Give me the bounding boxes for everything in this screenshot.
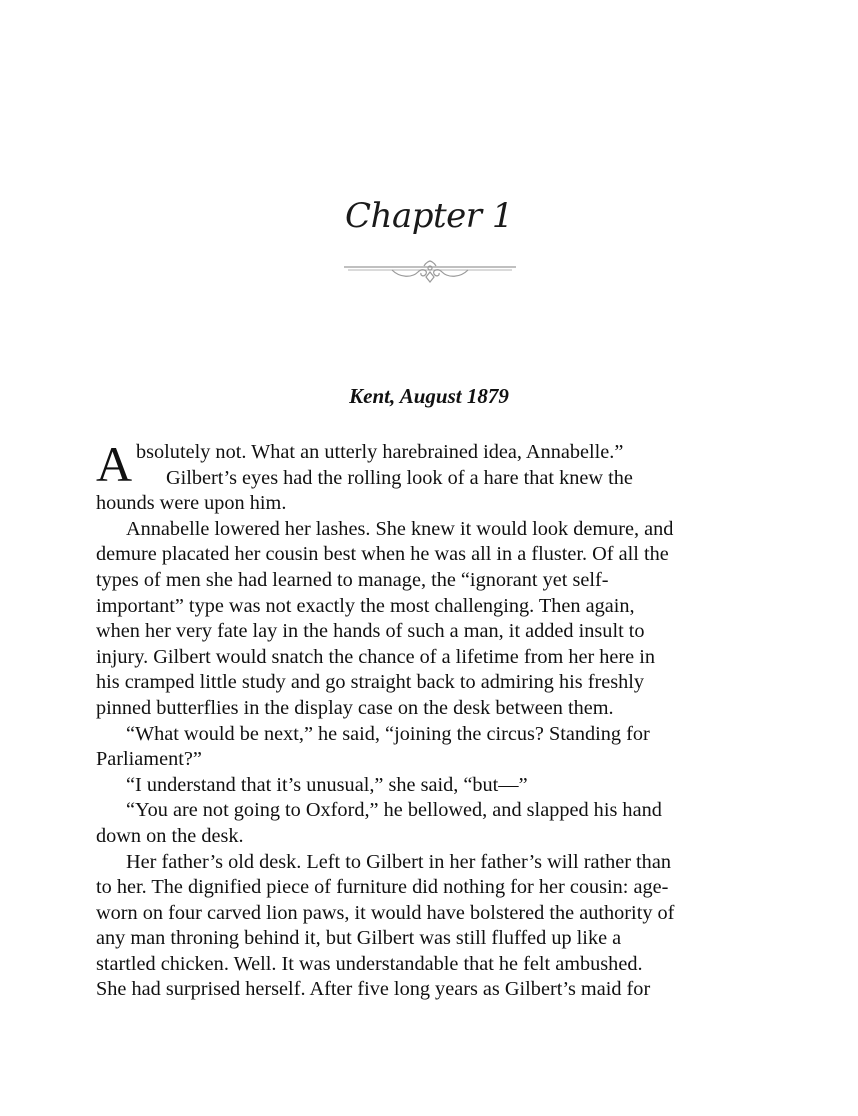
text-line: when her very fate lay in the hands of such a man, it added insult to (96, 620, 645, 643)
opening-paragraph (96, 436, 768, 492)
dateline: Kent, August 1879 (349, 384, 509, 408)
text-line: “You are not going to Oxford,” he bellowed, and slapped his hand (126, 799, 662, 822)
text-line: any man throning behind it, but Gilbert was still fluffed up like a (96, 927, 622, 950)
text-line: important” type was not exactly the most challenging. Then again, (96, 594, 635, 617)
text-line: demure placated her cousin best when he was all in a fluster. Of all the (96, 543, 669, 566)
text-line: Annabelle lowered her lashes. She knew it would look demure, and (126, 517, 674, 540)
text-line: hounds were upon him. (96, 492, 287, 515)
flourish-ornament-icon (342, 258, 518, 288)
chapter-title: Chapter 1 (345, 196, 513, 236)
text-line: his cramped little study and go straight back to admiring his freshly (96, 671, 645, 694)
text-lines (96, 491, 768, 1003)
text-line: Parliament?” (96, 748, 202, 771)
text-line: She had surprised herself. After five long years as Gilbert’s maid for (96, 978, 651, 1001)
text-line: Her father’s old desk. Left to Gilbert in her father’s will rather than (126, 850, 671, 873)
text-line: “I understand that it’s unusual,” she said, “but—” (126, 773, 528, 796)
drop-cap: A (96, 436, 133, 492)
text-line: injury. Gilbert would snatch the chance of a lifetime from her here in (96, 645, 656, 668)
text-line: types of men she had learned to manage, the “ignorant yet self- (96, 568, 609, 591)
text-line: pinned butterflies in the display case on the desk between them. (96, 696, 614, 719)
text-line: Gilbert’s eyes had the rolling look of a hare that knew the (166, 466, 633, 489)
chapter-body (96, 436, 768, 1003)
text-line: worn on four carved lion paws, it would have bolstered the authority of (96, 901, 675, 924)
text-line: down on the desk. (96, 824, 244, 847)
text-line: startled chicken. Well. It was understandable that he felt ambushed. (96, 952, 643, 975)
text-line: to her. The dignified piece of furniture did nothing for her cousin: age- (96, 876, 669, 899)
text-line: bsolutely not. What an utterly harebrained idea, Annabelle.” (136, 441, 624, 463)
text-line: “What would be next,” he said, “joining the circus? Standing for (126, 722, 650, 745)
